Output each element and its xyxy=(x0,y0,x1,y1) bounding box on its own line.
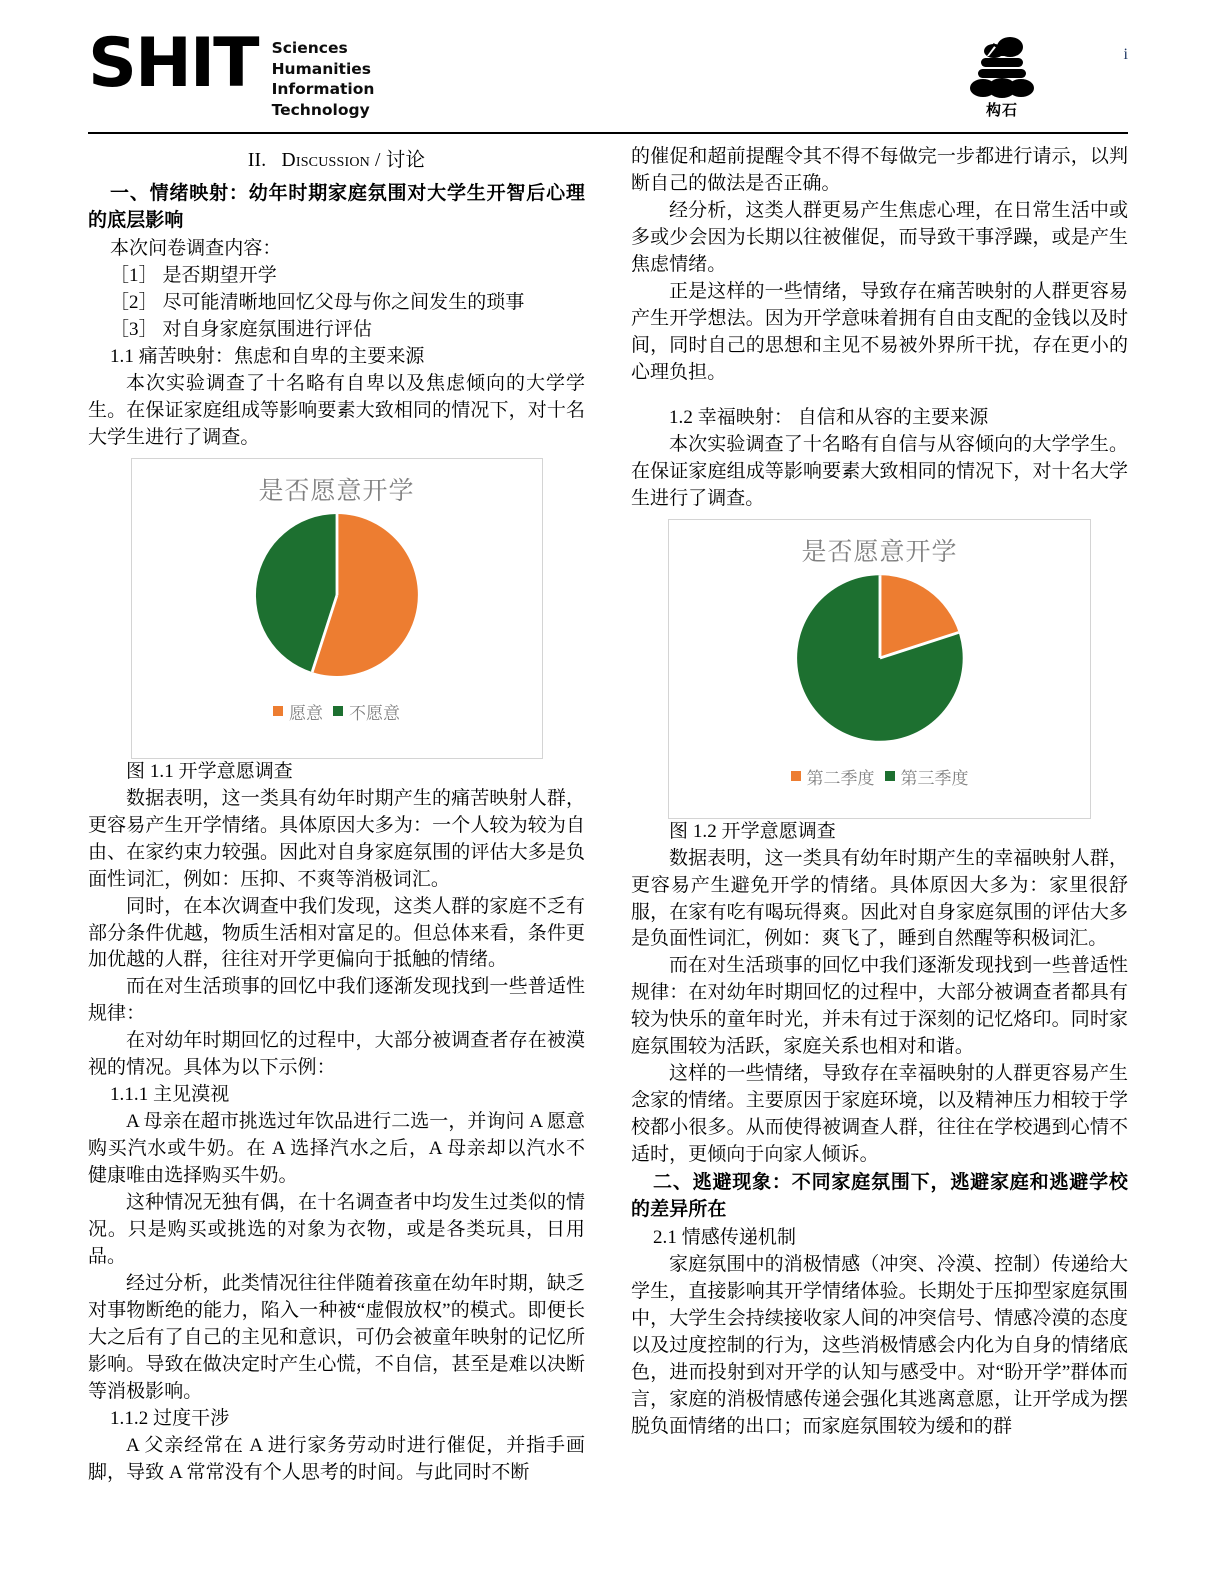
pie-chart-1 xyxy=(249,507,425,683)
paragraph-after-fig2-b: 而在对生活琐事的回忆中我们逐渐发现找到一些普适性规律：在对幼年时期回忆的过程中，大部分被调查者都具有较为快乐的童年时光，并未有过于深刻的记忆烙印。同时家庭氛围较为活跃，家庭关系也相对和谐。 xyxy=(631,955,1128,1058)
paragraph-emotions: 正是这样的一些情绪，导致存在痛苦映射的人群更容易产生开学想法。因为开学意味着拥有自由支配的金钱以及时间，同时自己的思想和主见不易被外界所干扰，存在更小的心理负担。 xyxy=(631,280,1128,383)
paragraph-survey-intro: 本次问卷调查内容： xyxy=(110,237,282,259)
logo-expansion xyxy=(272,38,375,120)
figure-1-2-title: 是否愿意开学 xyxy=(801,536,958,566)
figure-1-2-plot xyxy=(669,568,1090,748)
legend-item-unwilling xyxy=(333,699,400,724)
legend-label-q3: 第三季度 xyxy=(900,768,969,789)
legend-item-willing xyxy=(273,699,323,724)
legend-swatch-green-icon xyxy=(333,706,343,716)
paragraph-after-fig2-a: 数据表明，这一类具有幼年时期产生的幸福映射人群，更容易产生避免开学的情绪。具体原因大多为：家里很舒服，在家有吃有喝玩得爽。因此对自身家庭氛围的评估大多是负面性词汇，例如：爽飞了，睡到自然醒等积极词汇。 xyxy=(631,847,1128,950)
logo-expansion-line-2: Humanities xyxy=(271,59,372,78)
publisher-logo-label: 构石 xyxy=(985,101,1018,119)
paragraph-analysis: 经分析，这类人群更易产生焦虑心理，在日常生活中或多或少会因为长期以往被催促，而导致干事浮躁，或是产生焦虑情绪。 xyxy=(631,199,1128,275)
left-column xyxy=(88,144,585,1572)
paragraph-1-1-1-c: 经过分析，此类情况往往伴随着孩童在幼年时期，缺乏对事物断绝的能力，陷入一种被“虚假放权”的模式。即便长大之后有了自己的主见和意识，可仍会被童年映射的记忆所影响。导致在做决定时产生心慌，不自信，甚至是难以决断等消极影响。 xyxy=(88,1273,585,1402)
paragraph-1-1: 本次实验调查了十名略有自卑以及焦虑倾向的大学学生。在保证家庭组成等影响要素大致相同的情况下，对十名大学生进行了调查。 xyxy=(88,372,585,448)
masthead-divider xyxy=(88,132,1128,134)
right-column xyxy=(631,144,1128,1572)
subheading-1-1-1: 1.1.1 主见漠视 xyxy=(110,1084,230,1106)
pie-chart-2 xyxy=(790,568,970,748)
survey-item-2: ［2］ 尽可能清晰地回忆父母与你之间发生的琐事 xyxy=(110,291,525,313)
legend-swatch-orange-icon-2 xyxy=(791,771,801,781)
figure-1-1 xyxy=(131,458,543,759)
subheading-1-2: 1.2 幸福映射： 自信和从容的主要来源 xyxy=(669,406,989,428)
legend-label-unwilling: 不愿意 xyxy=(349,703,400,724)
journal-logo xyxy=(88,24,375,120)
section-numeral: II. xyxy=(247,150,267,171)
paragraph-after-fig1-c: 而在对生活琐事的回忆中我们逐渐发现找到一些普适性规律： xyxy=(88,976,585,1025)
survey-item-1: ［1］ 是否期望开学 xyxy=(110,264,277,286)
section-heading xyxy=(88,144,585,172)
heading-section-2: 二、逃避现象：不同家庭氛围下，逃避家庭和逃避学校的差异所在 xyxy=(631,1171,1128,1221)
legend-item-q2 xyxy=(791,764,875,789)
subheading-2-1: 2.1 情感传递机制 xyxy=(653,1227,797,1249)
stone-cairn-icon xyxy=(963,34,1041,98)
paragraph-2-1: 家庭氛围中的消极情感（冲突、冷漠、控制）传递给大学生，直接影响其开学情绪体验。长期处于压抑型家庭氛围中，大学生会持续接收家人间的冲突信号、情感冷漠的态度以及过度控制的行为，这些消极情感会内化为自身的情绪底色，进而投射到对开学的认知与感受中。对“盼开学”群体而言，家庭的消极情感传递会强化其逃离意愿，让开学成为摆脱负面情绪的出口；而家庭氛围较为缓和的群 xyxy=(631,1254,1128,1437)
paragraph-continued: 的催促和超前提醒令其不得不每做完一步都进行请示，以判断自己的做法是否正确。 xyxy=(631,146,1128,194)
figure-1-1-legend xyxy=(132,699,542,724)
paragraph-after-fig2-c: 这样的一些情绪，导致存在幸福映射的人群更容易产生念家的情绪。主要原因于家庭环境，以及精神压力相较于学校都小很多。从而使得被调查人群，往往在学校遇到心情不适时，更倾向于向家人倾诉。 xyxy=(631,1063,1128,1166)
figure-1-2-legend xyxy=(669,764,1090,789)
publisher-logo xyxy=(954,34,1050,120)
paragraph-after-fig1-b: 同时，在本次调查中我们发现，这类人群的家庭不乏有部分条件优越，物质生活相对富足的。但总体来看，条件更加优越的人群，往往对开学更偏向于抵触的情绪。 xyxy=(88,895,585,971)
logo-wordmark: SHIT xyxy=(88,24,258,103)
legend-swatch-green-icon-2 xyxy=(885,771,895,781)
paragraph-1-1-2: A 父亲经常在 A 进行家务劳动时进行催促，并指手画脚，导致 A 常常没有个人思考的时间。与此同时不断 xyxy=(88,1434,585,1483)
legend-swatch-orange-icon xyxy=(273,706,283,716)
figure-1-1-caption: 图 1.1 开学意愿调查 xyxy=(126,760,293,782)
legend-item-q3 xyxy=(885,764,969,789)
logo-expansion-line-4: Technology xyxy=(271,100,370,119)
heading-section-1: 一、情绪映射：幼年时期家庭氛围对大学生开智后心理的底层影响 xyxy=(88,182,585,231)
paragraph-after-fig1-d: 在对幼年时期回忆的过程中，大部分被调查者存在被漠视的情况。具体为以下示例： xyxy=(88,1030,585,1079)
masthead xyxy=(88,24,1128,134)
paragraph-after-fig1-a: 数据表明，这一类具有幼年时期产生的痛苦映射人群，更容易产生开学情绪。具体原因大多为：一个人较为较为自由、在家约束力较强。因此对自身家庭氛围的评估大多是负面性词汇，例如：压抑、不爽等消极词汇。 xyxy=(88,787,585,890)
survey-item-3: ［3］ 对自身家庭氛围进行评估 xyxy=(110,318,373,340)
logo-expansion-line-1: Sciences xyxy=(271,39,348,57)
figure-1-1-title: 是否愿意开学 xyxy=(258,475,415,505)
subheading-1-1: 1.1 痛苦映射：焦虑和自卑的主要来源 xyxy=(110,345,425,367)
page-number: i xyxy=(1123,46,1128,63)
paragraph-1-1-1-a: A 母亲在超市挑选过年饮品进行二选一，并询问 A 愿意购买汽水或牛奶。在 A 选择汽水之后，A 母亲却以汽水不健康唯由选择购买牛奶。 xyxy=(88,1111,585,1187)
figure-1-1-plot xyxy=(132,507,542,683)
subheading-1-1-2: 1.1.2 过度干涉 xyxy=(110,1407,230,1429)
body-columns xyxy=(88,144,1128,1572)
figure-1-2-caption: 图 1.2 开学意愿调查 xyxy=(669,820,836,842)
paragraph-1-1-1-b: 这种情况无独有偶，在十名调查者中均发生过类似的情况。只是购买或挑选的对象为衣物，或是各类玩具，日用品。 xyxy=(88,1192,585,1268)
section-title: Discussion / 讨论 xyxy=(281,150,426,171)
logo-expansion-line-3: Information xyxy=(271,80,375,99)
figure-1-2 xyxy=(668,519,1091,819)
legend-label-willing: 愿意 xyxy=(289,703,323,724)
paragraph-1-2: 本次实验调查了十名略有自信与从容倾向的大学学生。在保证家庭组成等影响要素大致相同的情况下，对十名大学生进行了调查。 xyxy=(631,433,1128,509)
legend-label-q2: 第二季度 xyxy=(806,768,875,789)
